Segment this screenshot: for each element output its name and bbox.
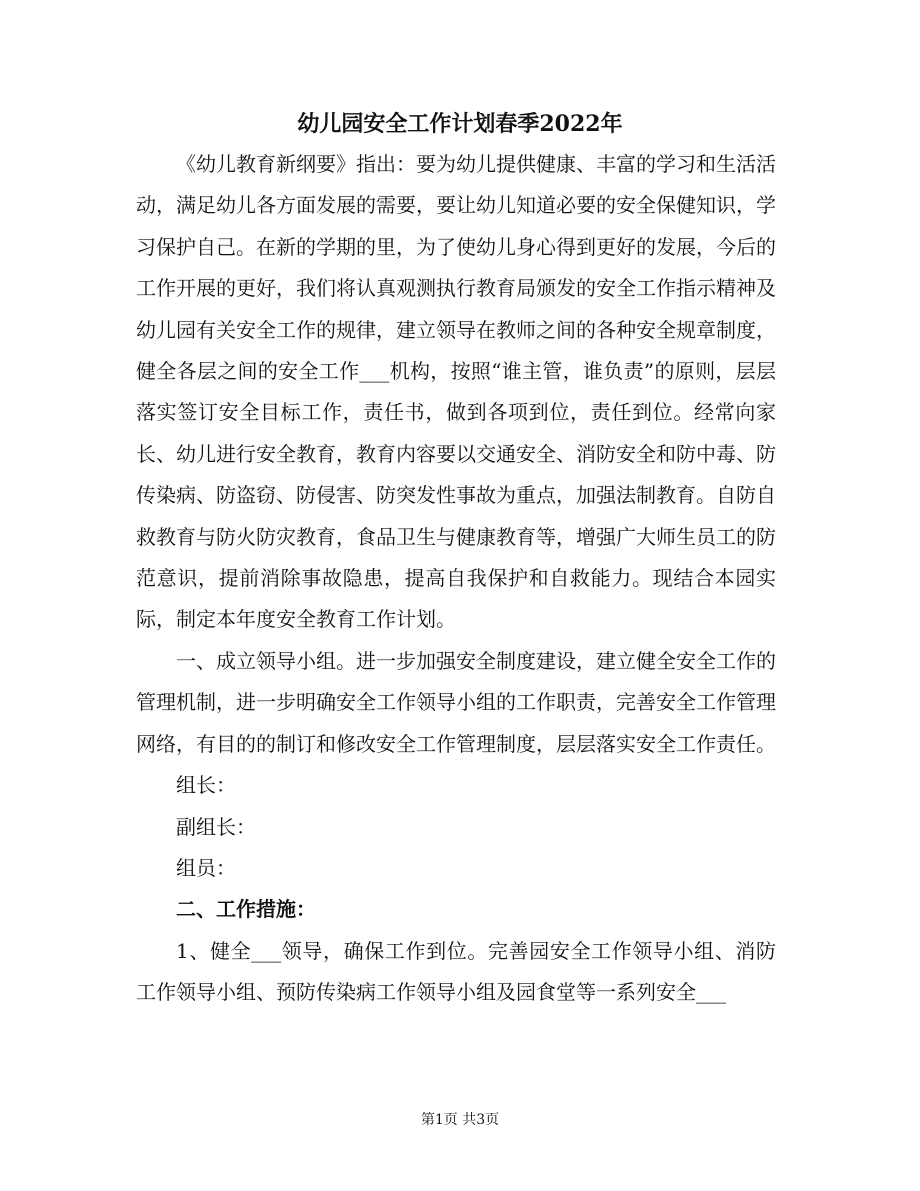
document-body [136, 144, 776, 1014]
leader-label: 组长： [176, 773, 236, 798]
measure-one-paragraph: 1、健全___领导，确保工作到位。完善园安全工作领导小组、消防工作领导小组、预防传染病工作领导小组及园食堂等一系列安全___ [136, 938, 776, 1005]
page-footer: 第1页 共3页 [420, 1112, 500, 1128]
members-label: 组员： [176, 855, 236, 880]
section-one-paragraph: 一、成立领导小组。进一步加强安全制度建设，建立健全安全工作的管理机制，进一步明确安全工作领导小组的工作职责，完善安全工作管理网络，有目的的制订和修改安全工作管理制度，层层落实安全工作责任。 [136, 648, 776, 756]
intro-paragraph: 《幼儿教育新纲要》指出：要为幼儿提供健康、丰富的学习和生活活动，满足幼儿各方面发展的需要，要让幼儿知道必要的安全保健知识，学习保护自己。在新的学期的里，为了使幼儿身心得到更好的发展，今后的工作开展的更好，我们将认真观测执行教育局颁发的安全工作指示精神及幼儿园有关安全工作的规律，建立领导在教师之间的各种安全规章制度，健全各层之间的安全工作___机构，按照“谁主管，谁负责”的原则，层层落实签订安全目标工作，责任书，做到各项到位，责任到位。经常向家长、幼儿进行安全教育，教育内容要以交通安全、消防安全和防中毒、防传染病、防盗窃、防侵害、防突发性事故为重点，加强法制教育。自防自救教育与防火防灾教育，食品卫生与健康教育等，增强广大师生员工的防范意识，提前消除事故隐患，提高自我保护和自救能力。现结合本园实际，制定本年度安全教育工作计划。 [136, 152, 776, 632]
deputy-leader-label: 副组长： [176, 814, 256, 839]
document-title: 幼儿园安全工作计划春季2022年 [297, 111, 623, 137]
section-two-heading: 二、工作措施： [176, 897, 316, 922]
